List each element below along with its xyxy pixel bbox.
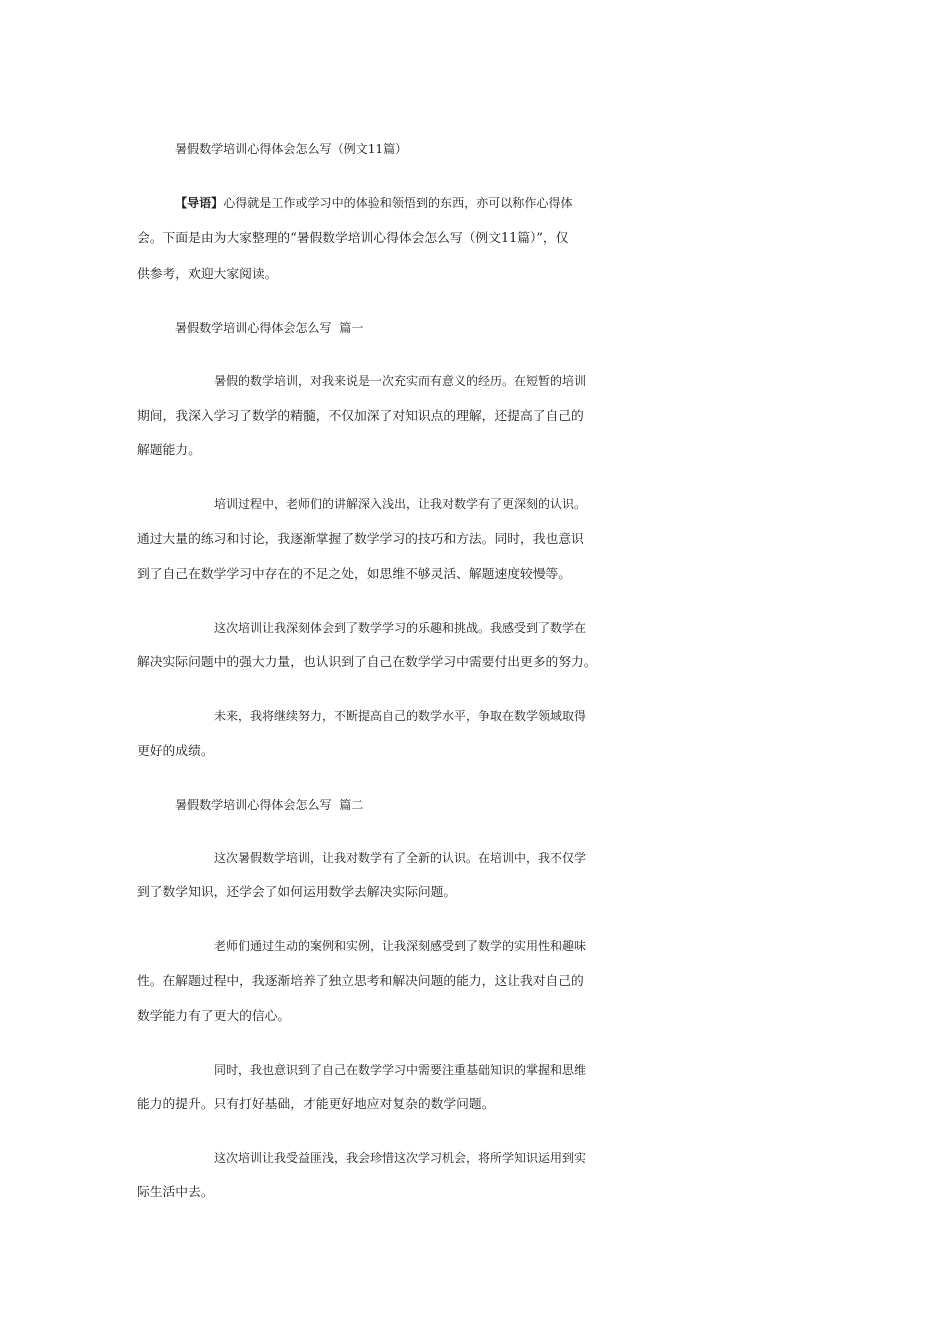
s1-p3-line: 解决实际问题中的强大力量，也认识到了自己在数学学习中需要付出更多的努力。: [137, 655, 597, 670]
s1-p1-line: 暑假的数学培训，对我来说是一次充实而有意义的经历。在短暂的培训: [214, 374, 587, 388]
s1-p3-line: 这次培训让我深刻体会到了数学学习的乐趣和挑战。我感受到了数学在: [214, 621, 587, 635]
s1-p4-line: 未来，我将继续努力，不断提高自己的数学水平，争取在数学领域取得: [214, 709, 587, 723]
intro-line-2: 会。下面是由为大家整理的“暑假数学培训心得体会怎么写（例文11篇）”，仅: [137, 231, 569, 246]
s1-p1-line: 期间，我深入学习了数学的精髓，不仅加深了对知识点的理解，还提高了自己的: [137, 409, 584, 424]
intro-line-3: 供参考，欢迎大家阅读。: [137, 267, 278, 282]
s2-p4-line: 际生活中去。: [137, 1185, 214, 1200]
intro-text: 心得就是工作或学习中的体验和领悟到的东西，亦可以称作心得体: [223, 196, 573, 210]
s1-p1-line: 解题能力。: [137, 443, 201, 458]
document-title: 暑假数学培训心得体会怎么写（例文11篇）: [175, 142, 408, 156]
section-heading-2: 暑假数学培训心得体会怎么写 篇二: [175, 798, 364, 812]
section-heading-1: 暑假数学培训心得体会怎么写 篇一: [175, 321, 364, 335]
s2-p3-line: 同时，我也意识到了自己在数学学习中需要注重基础知识的掌握和思维: [214, 1063, 587, 1077]
s1-p4-line: 更好的成绩。: [137, 744, 214, 759]
s1-p2-line: 通过大量的练习和讨论，我逐渐掌握了数学学习的技巧和方法。同时，我也意识: [137, 532, 584, 547]
s2-p1-line: 到了数学知识，还学会了如何运用数学去解决实际问题。: [137, 885, 457, 900]
intro-line-1: [0, 191, 950, 215]
s2-p2-line: 数学能力有了更大的信心。: [137, 1009, 291, 1024]
s1-p2-line: 培训过程中，老师们的讲解深入浅出，让我对数学有了更深刻的认识。: [214, 497, 587, 511]
s1-p2-line: 到了自己在数学学习中存在的不足之处，如思维不够灵活、解题速度较慢等。: [137, 567, 572, 582]
s2-p3-line: 能力的提升。只有打好基础，才能更好地应对复杂的数学问题。: [137, 1097, 495, 1112]
s2-p2-line: 性。在解题过程中，我逐渐培养了独立思考和解决问题的能力，这让我对自己的: [137, 974, 584, 989]
s2-p2-line: 老师们通过生动的案例和实例，让我深刻感受到了数学的实用性和趣味: [214, 939, 587, 953]
s2-p1-line: 这次暑假数学培训，让我对数学有了全新的认识。在培训中，我不仅学: [214, 851, 587, 865]
intro-label: 【导语】: [175, 196, 224, 210]
s2-p4-line: 这次培训让我受益匪浅，我会珍惜这次学习机会，将所学知识运用到实: [214, 1151, 587, 1165]
